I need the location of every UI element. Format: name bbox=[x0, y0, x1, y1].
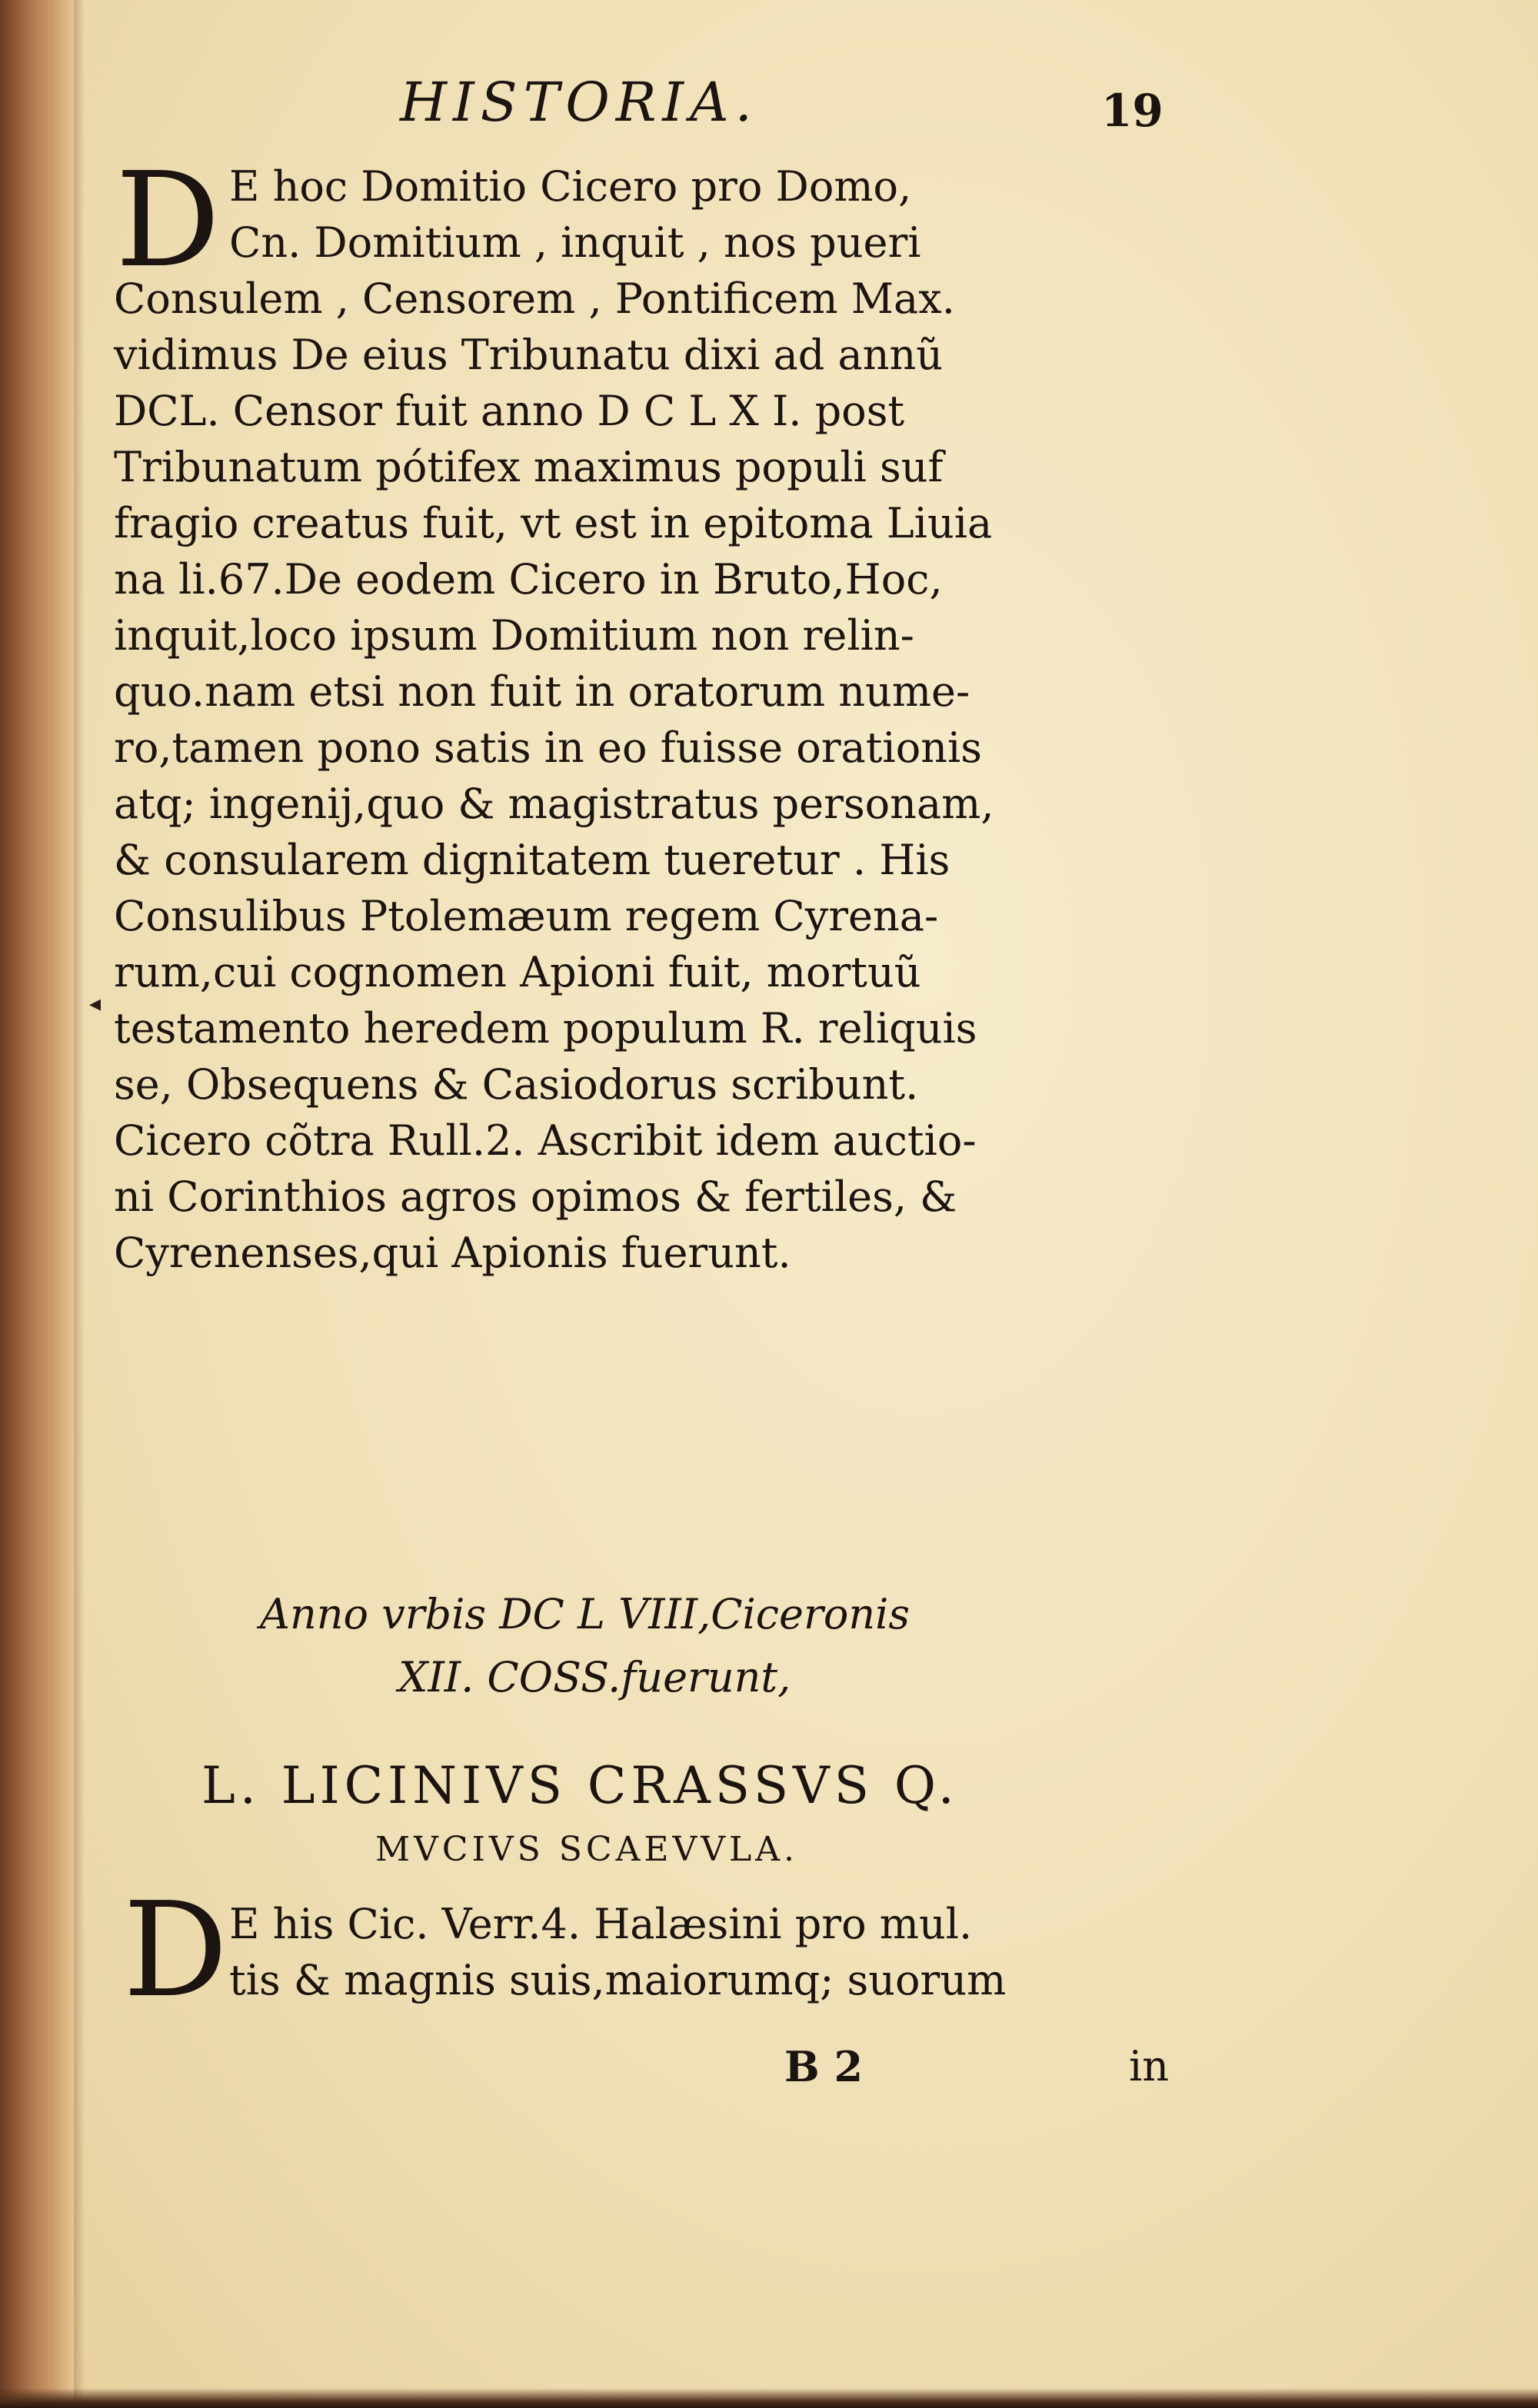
text-line: E hoc Domitio Cicero pro Domo, bbox=[229, 162, 912, 211]
text-line: Cyrenenses,qui Apionis fuerunt. bbox=[114, 1229, 791, 1277]
text-line: na li.67.De eodem Cicero in Bruto,Hoc, bbox=[114, 555, 943, 604]
text-line: ni Corinthios agros opimos & fertiles, & bbox=[114, 1172, 957, 1221]
page-number: 19 bbox=[1101, 85, 1163, 137]
text-line: & consularem dignitatem tueretur . His bbox=[114, 836, 950, 884]
drop-cap: D bbox=[123, 1874, 228, 2027]
paragraph-2 bbox=[114, 1896, 1221, 2008]
text-line: DCL. Censor fuit anno D C L X I. post bbox=[114, 387, 905, 435]
text-line: ro,tamen pono satis in eo fuisse orationis bbox=[114, 723, 982, 772]
text-line: Cicero cõtra Rull.2. Ascribit idem auctio- bbox=[114, 1116, 977, 1165]
running-title: HISTORIA. bbox=[400, 71, 758, 134]
text-line: testamento heredem populum R. reliquis bbox=[114, 1004, 977, 1053]
text-line: Cn. Domitium , inquit , nos pueri bbox=[229, 218, 921, 267]
page-bottom-edge bbox=[0, 2388, 1538, 2408]
text-line: fragio creatus fuit, vt est in epitoma Liuia bbox=[114, 499, 993, 547]
consuls-line-2: MVCIVS SCAEVVLA. bbox=[375, 1830, 799, 1869]
date-heading-line-2: XII. COSS.fuerunt, bbox=[398, 1653, 791, 1701]
text-line: se, Obsequens & Casiodorus scribunt. bbox=[114, 1060, 919, 1109]
text-line: quo.nam etsi non fuit in oratorum nume- bbox=[114, 667, 970, 716]
text-line: atq; ingenij,quo & magistratus personam, bbox=[114, 780, 994, 828]
margin-marker-icon: ◂ bbox=[89, 990, 102, 1017]
text-line: tis & magnis suis,maiorumq; suorum bbox=[229, 1956, 1007, 2004]
catchword: in bbox=[1129, 2042, 1170, 2090]
text-line: vidimus De eius Tribunatu dixi ad annũ bbox=[114, 331, 944, 379]
gutter-shadow bbox=[74, 0, 85, 2408]
drop-cap: D bbox=[115, 145, 221, 297]
paragraph-1 bbox=[114, 145, 1221, 1281]
text-line: Consulem , Censorem , Pontificem Max. bbox=[114, 274, 955, 323]
text-line: Tribunatum pótifex maximus populi suf bbox=[114, 443, 944, 491]
text-line: Consulibus Ptolemæum regem Cyrena- bbox=[114, 892, 939, 940]
text-line: rum,cui cognomen Apioni fuit, mortuũ bbox=[114, 948, 921, 996]
signature-mark: B 2 bbox=[784, 2042, 864, 2091]
date-heading-line-1: Anno vrbis DC L VIII,Ciceronis bbox=[260, 1590, 910, 1638]
binding-gutter bbox=[0, 0, 74, 2408]
text-line: E his Cic. Verr.4. Halæsini pro mul. bbox=[229, 1900, 973, 1948]
consuls-line-1: L. LICINIVS CRASSVS Q. bbox=[201, 1756, 959, 1815]
text-line: inquit,loco ipsum Domitium non relin- bbox=[114, 611, 914, 660]
